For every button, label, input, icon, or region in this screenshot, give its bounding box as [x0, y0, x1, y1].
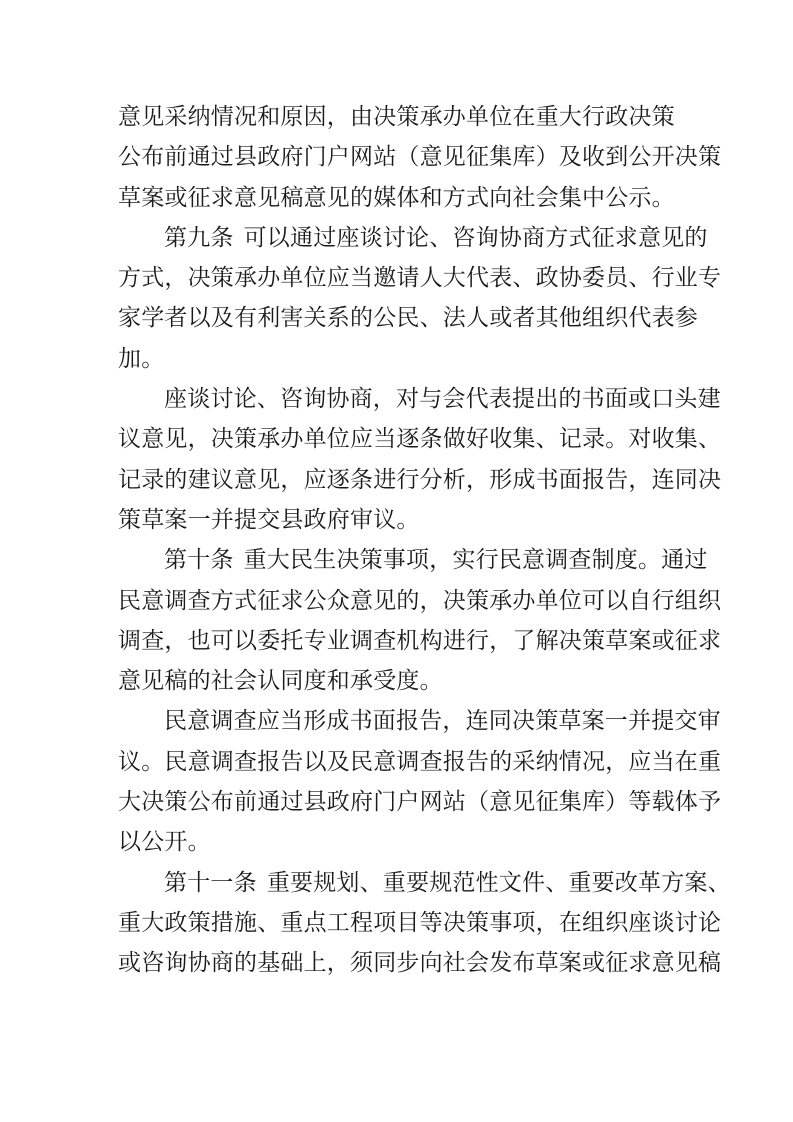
text-line: 家学者以及有利害关系的公民、法人或者其他组织代表参: [118, 305, 698, 332]
text-line: [118, 218, 708, 258]
text-line: 记录的建议意见，应逐条进行分析，形成书面报告，连同决: [118, 466, 722, 493]
article-text: 重要规划、重要规范性文件、重要改革方案、: [266, 869, 731, 896]
document-body: [118, 97, 731, 984]
text-line: 加。: [118, 345, 165, 372]
text-line: 以公开。: [118, 829, 211, 856]
paragraph-5: [118, 701, 722, 862]
text-line: 议。民意调查报告以及民意调查报告的采纳情况，应当在重: [118, 748, 722, 775]
text-line: 议意见，决策承办单位应当逐条做好收集、记录。对收集、: [118, 426, 722, 453]
paragraph-article-9: [118, 218, 722, 379]
article-text: 重大民生决策事项，实行民意调查制度。通过: [243, 547, 708, 574]
text-line: 公布前通过县政府门户网站（意见征集库）及收到公开决策: [118, 144, 722, 171]
article-number: 第十一条: [164, 869, 257, 896]
paragraph-3: [118, 379, 722, 540]
text-line: 大决策公布前通过县政府门户网站（意见征集库）等载体予: [118, 789, 722, 816]
paragraph-article-10: [118, 540, 722, 701]
text-line: 民意调查方式征求公众意见的，决策承办单位可以自行组织: [118, 587, 722, 614]
text-line: 或咨询协商的基础上，须同步向社会发布草案或征求意见稿: [118, 950, 722, 977]
paragraph-1: [118, 97, 722, 218]
text-line: 意见采纳情况和原因，由决策承办单位在重大行政决策: [118, 104, 675, 130]
text-line: 策草案一并提交县政府审议。: [118, 506, 420, 533]
article-number: 第十条: [164, 547, 234, 574]
text-line: [118, 863, 731, 903]
text-line: 草案或征求意见稿意见的媒体和方式向社会集中公示。: [118, 184, 675, 211]
paragraph-article-11: [118, 863, 731, 984]
text-line: 重大政策措施、重点工程项目等决策事项，在组织座谈讨论: [118, 909, 722, 936]
text-line: 调查，也可以委托专业调查机构进行，了解决策草案或征求: [118, 627, 722, 654]
article-text: 可以通过座谈讨论、咨询协商方式征求意见的: [243, 224, 708, 251]
article-number: 第九条: [164, 224, 234, 251]
text-line: 方式，决策承办单位应当邀请人大代表、政协委员、行业专: [118, 265, 722, 292]
text-line: 意见稿的社会认同度和承受度。: [118, 668, 443, 695]
text-line: 座谈讨论、咨询协商，对与会代表提出的书面或口头建: [164, 386, 721, 413]
text-line: [118, 540, 708, 580]
text-line: 民意调查应当形成书面报告，连同决策草案一并提交审: [164, 708, 721, 735]
